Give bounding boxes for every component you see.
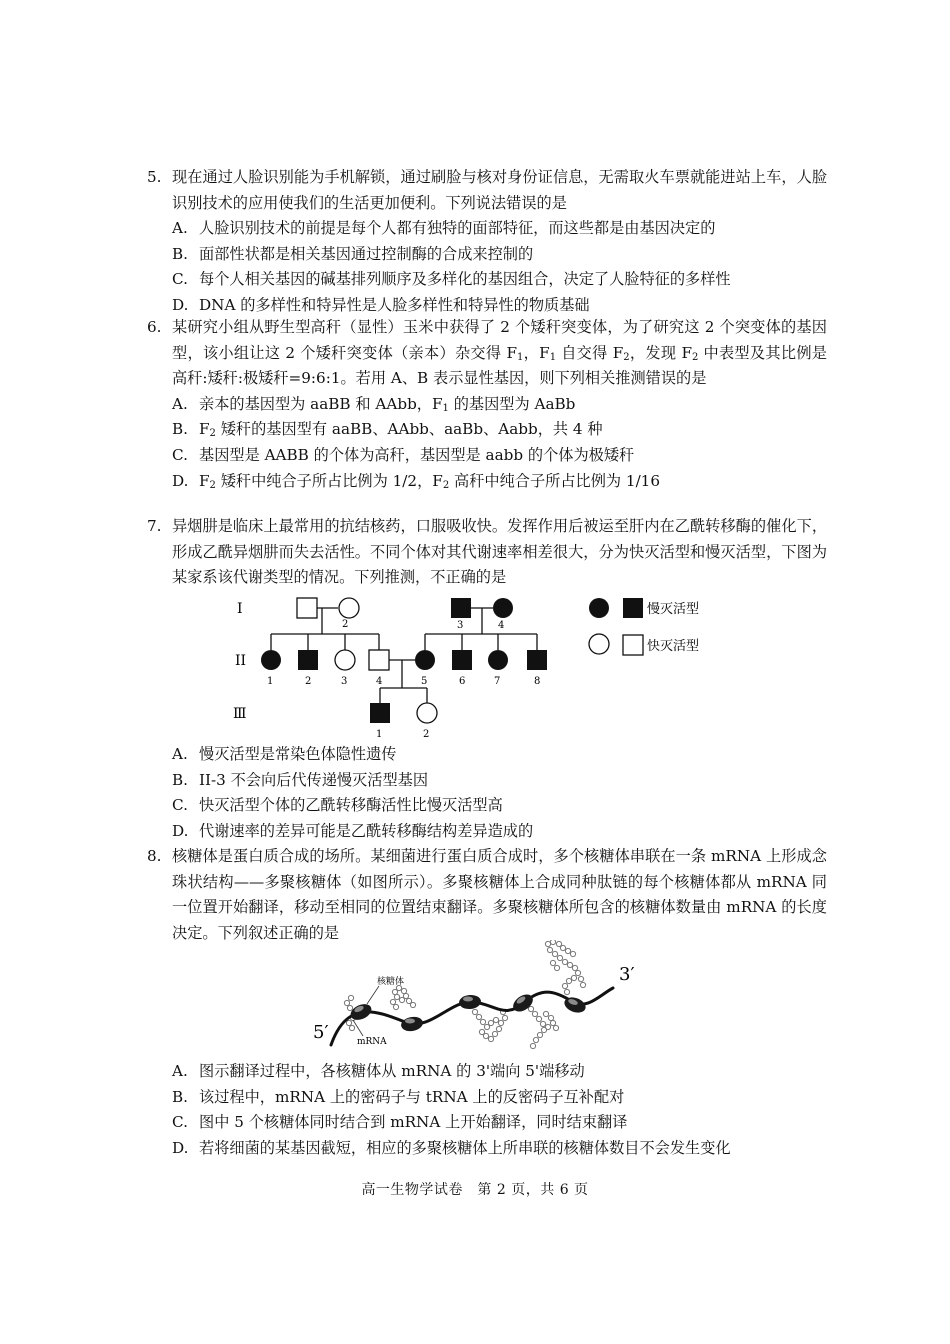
option-b: B. II-3 不会向后代传递慢灭活型基因: [172, 770, 429, 789]
pedigree-male-slow: [370, 703, 390, 723]
pedigree-figure: [225, 592, 725, 742]
ribosome-label: 核糖体: [377, 977, 405, 987]
individual-number: 2: [342, 619, 349, 630]
question-8: [147, 844, 827, 946]
individual-number: 2: [423, 729, 430, 740]
pedigree-female-slow: [488, 650, 508, 670]
option-b: B. 该过程中，mRNA 上的密码子与 tRNA 上的反密码子互补配对: [172, 1087, 625, 1106]
question-number: 6.: [147, 318, 162, 336]
pedigree-male-slow: [452, 650, 472, 670]
option-a: A. 图示翻译过程中，各核糖体从 mRNA 的 3'端向 5'端移动: [172, 1062, 585, 1080]
question-stem: 某研究小组从野生型高秆（显性）玉米中获得了 2 个矮秆突变体，为了研究这 2 个突变体的基因型，该小组让这 2 个矮秆突变体（亲本）杂交得 $F_1$，$F_1$ 自交得 $F_2$，发现 $F_2$ 中表型及其比例是高秆:矮秆:极矮秆=9:6:1。若用 A、B 表示显性基因，则下列相关推测错误的是: [172, 318, 827, 388]
option-a: A. 人脸识别技术的前提是每个人都有独特的面部特征，而这些都是由基因决定的: [172, 219, 716, 238]
question-stem: 异烟肼是临床上最常用的抗结核药，口服吸收快。发挥作用后被运至肝内在乙酰转移酶的催化下，形成乙酰异烟肼而失去活性。不同个体对其代谢速率相差很大，分为快灭活型和慢灭活型，下图为某家系该代谢类型的情况。下列推测，不正确的是: [172, 517, 827, 587]
option-d: D. 若将细菌的某基因截短，相应的多聚核糖体上所串联的核糖体数目不会发生变化: [172, 1138, 731, 1157]
pedigree-male-slow: [527, 650, 547, 670]
polyribosome-figure: [305, 940, 650, 1058]
individual-number: 3: [341, 676, 348, 687]
mrna-label: mRNA: [357, 1037, 387, 1047]
pedigree-chart: [225, 592, 725, 742]
question-5: [147, 165, 827, 319]
question-7: [147, 514, 827, 591]
ribosome: [400, 1015, 424, 1033]
legend-fast-label: 快灭活型: [647, 639, 700, 654]
option-c: C. 图中 5 个核糖体同时结合到 mRNA 上开始翻译，同时结束翻译: [172, 1113, 628, 1132]
question-number: 5.: [147, 168, 162, 186]
legend-male-slow: [623, 598, 643, 618]
pedigree-female-fast: [339, 598, 359, 618]
question-number: 7.: [147, 517, 162, 535]
ribosome: [458, 994, 481, 1010]
generation-label: Ⅲ: [233, 706, 247, 722]
pedigree-female-slow: [493, 598, 513, 618]
pedigree-male-fast: [297, 598, 317, 618]
question-stem: 现在通过人脸识别能为手机解锁，通过刷脸与核对身份证信息，无需取火车票就能进站上车，人脸识别技术的应用使我们的生活更加便利。下列说法错误的是: [172, 168, 827, 212]
option-c: C. 快灭活型个体的乙酰转移酶活性比慢灭活型高: [172, 796, 503, 815]
pedigree-male-slow: [298, 650, 318, 670]
generation-label: I: [237, 601, 243, 617]
legend-female-slow: [589, 598, 609, 618]
legend-male-fast: [623, 635, 643, 655]
polyribosome-diagram: [305, 940, 650, 1058]
option-c: C. 基因型是 AABB 的个体为高秆，基因型是 aabb 的个体为极矮秆: [172, 445, 635, 464]
pedigree-female-slow: [261, 650, 281, 670]
question-number: 8.: [147, 847, 162, 865]
question-8-options: [147, 1059, 827, 1161]
individual-number: 8: [534, 676, 541, 687]
pedigree-female-slow: [415, 650, 435, 670]
five-prime-end: 5′: [313, 1022, 329, 1043]
individual-number: 3: [457, 620, 464, 631]
pedigree-male-slow: [451, 598, 471, 618]
individual-number: 5: [421, 676, 428, 687]
individual-number: 4: [498, 620, 505, 631]
individual-number: 4: [376, 676, 383, 687]
individual-number: 7: [494, 676, 501, 687]
pedigree-female-fast: [417, 703, 437, 723]
option-b: B. 面部性状都是相关基因通过控制酶的合成来控制的: [172, 244, 534, 263]
generation-label: II: [235, 653, 247, 669]
legend-slow-label: 慢灭活型: [647, 602, 700, 617]
individual-number: 2: [305, 676, 312, 687]
option-d: D. DNA 的多样性和特异性是人脸多样性和特异性的物质基础: [172, 295, 590, 314]
question-6: [147, 315, 827, 494]
option-b: B. $F_2$ 矮秆的基因型有 aaBB、AAbb、aaBb、Aabb，共 4 种: [172, 420, 603, 440]
question-7-options: [147, 742, 827, 844]
pedigree-male-fast: [369, 650, 389, 670]
individual-number: 1: [376, 729, 383, 740]
question-stem: 核糖体是蛋白质合成的场所。某细菌进行蛋白质合成时，多个核糖体串联在一条 mRNA 上形成念珠状结构——多聚核糖体（如图所示）。多聚核糖体上合成同种肽链的每个核糖体都从 mRNA 同一位置开始翻译，移动至相同的位置结束翻译。多聚核糖体所包含的核糖体数量由 mRNA 的长度决定。下列叙述正确的是: [172, 847, 827, 942]
individual-number: 1: [267, 676, 274, 687]
pedigree-female-fast: [335, 650, 355, 670]
option-a: A. 亲本的基因型为 aaBB 和 AAbb，$F_1$ 的基因型为 AaBb: [172, 394, 576, 414]
page-footer: 高一生物学试卷 第 2 页，共 6 页: [361, 1182, 589, 1198]
option-d: D. 代谢速率的差异可能是乙酰转移酶结构差异造成的: [172, 821, 534, 840]
individual-number: 6: [459, 676, 466, 687]
legend-female-fast: [589, 634, 609, 654]
three-prime-end: 3′: [619, 964, 635, 985]
option-c: C. 每个人相关基因的碱基排列顺序及多样化的基因组合，决定了人脸特征的多样性: [172, 270, 731, 289]
option-a: A. 慢灭活型是常染色体隐性遗传: [172, 745, 397, 763]
option-d: D. $F_2$ 矮秆中纯合子所占比例为 1/2，$F_2$ 高秆中纯合子所占比例为 1/16: [172, 471, 661, 491]
